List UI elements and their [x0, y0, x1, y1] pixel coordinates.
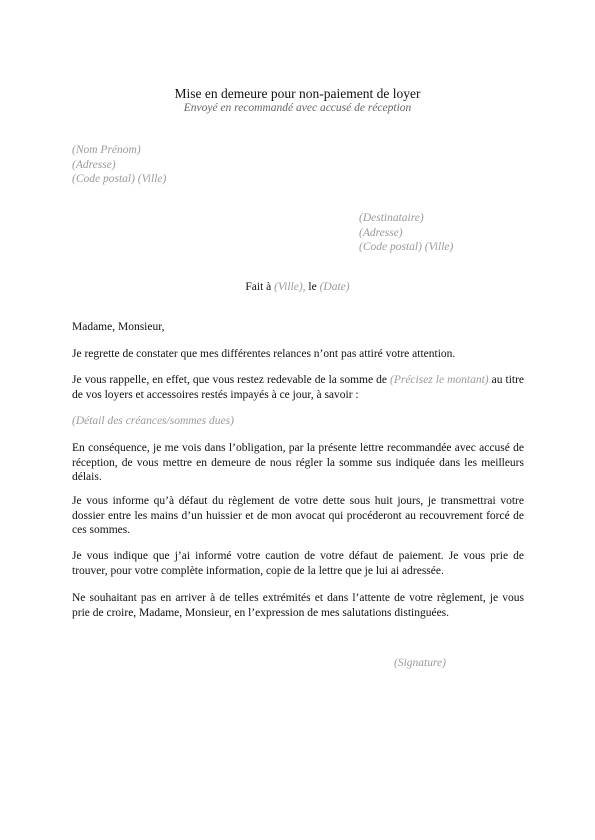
place-date-line — [0, 281, 595, 293]
place-date-prefix: Fait à — [245, 281, 272, 293]
sender-name: (Nom Prénom) — [72, 144, 141, 156]
sender-block — [72, 143, 166, 187]
debts-detail-placeholder: (Détail des créances/sommes dues) — [72, 415, 234, 427]
signature-placeholder: (Signature) — [394, 657, 446, 669]
paragraph-bailiff-warning: Je vous informe qu’à défaut du règlement de votre dette sous huit jours, je transmettrai votre dossier entre les mains d’un huissier et de mon avocat qui procéderont au recouvrement forcé de ces sommes. — [72, 495, 524, 536]
amount-due-placeholder: (Précisez le montant) — [389, 374, 489, 386]
amount-due-rest: au titre de vos loyers et accessoires restés impayés à ce jour, à savoir : — [72, 374, 525, 401]
paragraph-guarantor: Je vous indique que j’ai informé votre caution de votre défaut de paiement. Je vous prie de trouver, pour votre complète information, copie de la lettre que je lui ai adressée. — [72, 550, 524, 577]
sender-city: (Code postal) (Ville) — [72, 173, 167, 185]
recipient-name: (Destinataire) — [359, 212, 424, 224]
recipient-city: (Code postal) (Ville) — [359, 241, 454, 253]
recipient-address: (Adresse) — [359, 226, 403, 239]
salutation: Madame, Monsieur, — [72, 321, 165, 333]
place-date-date: (Date) — [319, 281, 350, 293]
paragraph-amount-due — [72, 373, 524, 402]
place-date-city: (Ville), — [274, 281, 306, 293]
paragraph-reminders: Je regrette de constater que mes différentes relances n’ont pas attiré votre attention. — [72, 348, 456, 360]
paragraph-formal-notice: En conséquence, je me vois dans l’obligation, par la présente lettre recommandée avec accusé de réception, de vous mettre en demeure de nous régler la somme sus indiquée dans les meilleurs délais. — [72, 442, 524, 483]
document-title: Mise en demeure pour non-paiement de loyer — [174, 86, 421, 101]
amount-due-intro: Je vous rappelle, en effet, que vous restez redevable de la somme de — [72, 374, 387, 386]
sender-address: (Adresse) — [72, 158, 116, 171]
paragraph-closing: Ne souhaitant pas en arriver à de telles extrémités et dans l’attente de votre règlement, je vous prie de croire, Madame, Monsieur, en l’expression de mes salutations distinguées. — [72, 592, 524, 619]
document-subtitle: Envoyé en recommandé avec accusé de réception — [183, 102, 412, 114]
recipient-block — [359, 211, 453, 255]
place-date-middle: le — [308, 281, 317, 293]
